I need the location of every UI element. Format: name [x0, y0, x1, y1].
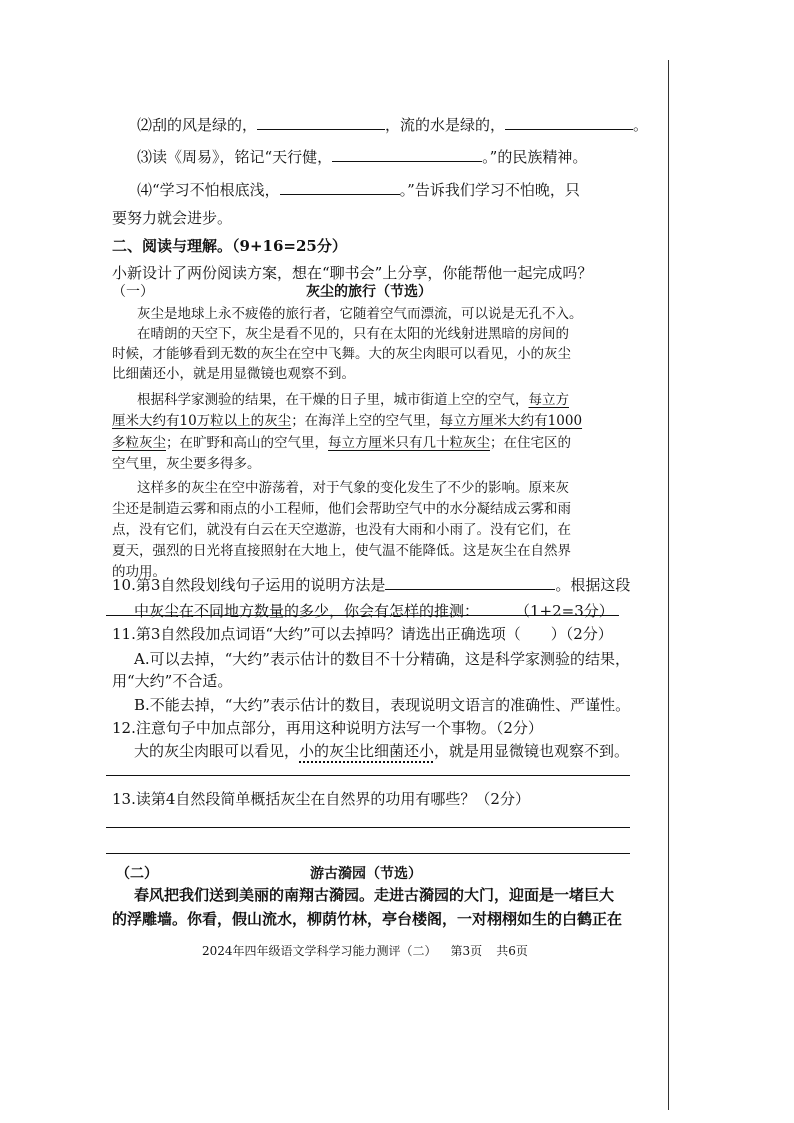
- question-score: （1+2=3分）: [515, 602, 614, 620]
- answer-line[interactable]: [106, 615, 506, 616]
- underlined-sentence: 每立方厘米只有几十粒灰尘: [328, 435, 490, 451]
- passage-title: 灰尘的旅行（节选）: [306, 284, 432, 300]
- fill-item-4: [137, 179, 580, 200]
- passage-line: 尘还是制造云雾和雨点的小工程师，他们会帮助空气中的水分凝结成云雾和雨: [112, 501, 571, 517]
- option-a-cont: 用“大约”不合适。: [112, 672, 233, 690]
- passage-line: 春风把我们送到美丽的南翔古漪园。走进古漪园的大门，迎面是一堵巨大: [134, 886, 615, 904]
- answer-line[interactable]: [106, 853, 630, 854]
- fill-4-text-b: 。”告诉我们学习不怕晚，只: [399, 181, 580, 199]
- footer-title: 2024年四年级语文学科学习能力测评（二）: [202, 944, 437, 958]
- passage-text: ；在住宅区的: [490, 435, 571, 451]
- underlined-sentence: 厘米大约有10万粒以上的灰尘: [112, 413, 292, 429]
- fill-3-text-b: 。”的民族精神。: [482, 148, 588, 166]
- fill-3-text-a: ⑶读《周易》，铭记“天行健，: [137, 148, 333, 166]
- example-text: ，就是用显微镜也观察不到。: [434, 742, 630, 760]
- answer-line[interactable]: [106, 827, 630, 828]
- passage-line: 在晴朗的天空下，灰尘是看不见的，只有在太阳的光线射进黑暗的房间的: [137, 326, 569, 342]
- passage-line: 时候，才能够看到无数的灰尘在空中飞舞。大的灰尘肉眼可以看见，小的灰尘: [112, 346, 571, 362]
- example-sentence: [134, 740, 629, 761]
- fill-2-text-c: 。: [633, 116, 649, 134]
- passage-number: （二）: [116, 866, 158, 882]
- fill-item-3: [137, 146, 587, 167]
- passage-text: ；在海洋上空的空气里，: [291, 413, 440, 429]
- fill-item-2: [137, 114, 648, 135]
- answer-blank[interactable]: [280, 180, 400, 195]
- underlined-sentence: 每立方: [528, 392, 569, 408]
- passage-text: ；在旷野和高山的空气里，: [166, 435, 328, 451]
- example-text: 大的灰尘肉眼可以看见，: [134, 742, 300, 760]
- answer-blank[interactable]: [385, 575, 555, 590]
- passage-line: 灰尘是地球上永不疲倦的旅行者，它随着空气而漂流，可以说是无孔不入。: [137, 306, 583, 322]
- answer-blank[interactable]: [505, 115, 633, 130]
- passage-number: （一）: [112, 284, 154, 300]
- question-11: 11.第3自然段加点词语“大约”可以去掉吗？请选出正确选项（ ）（2分）: [112, 625, 613, 643]
- underlined-sentence: 每立方厘米大约有1000: [439, 413, 583, 429]
- option-a[interactable]: A.可以去掉，“大约”表示估计的数目不十分精确，这是科学家测验的结果，: [134, 650, 630, 668]
- fill-2-text-b: ，流的水是绿的，: [385, 116, 506, 134]
- section-intro: 小新设计了两份阅读方案，想在“聊书会”上分享，你能帮他一起完成吗？: [112, 264, 593, 282]
- answer-blank[interactable]: [257, 115, 385, 130]
- fill-4-text-a: ⑷“学习不怕根底浅，: [137, 181, 280, 199]
- page-fold-line: [668, 60, 669, 1110]
- passage-line: 点，没有它们，就没有白云在天空遨游，也没有大雨和小雨了。没有它们，在: [112, 522, 571, 538]
- passage-line: 的浮雕墙。你看，假山流水，柳荫竹林，亭台楼阁，一对栩栩如生的白鹤正在: [112, 910, 623, 928]
- page-number: 第3页: [450, 944, 483, 958]
- question-text: 中灰尘在不同地方数量的多少，你会有怎样的推测：: [134, 602, 480, 620]
- passage-line: 比细菌还小，就是用显微镜也观察不到。: [112, 366, 355, 382]
- passage-text: 根据科学家测验的结果，在干燥的日子里，城市街道上空的空气，: [137, 392, 529, 408]
- underlined-sentence: 多粒灰尘: [112, 435, 166, 451]
- page-total: 共6页: [496, 944, 528, 958]
- passage-line: [112, 409, 582, 429]
- answer-line[interactable]: [106, 775, 630, 776]
- passage-line: [112, 431, 571, 451]
- passage-line: 空气里，灰尘要多得多。: [112, 456, 261, 472]
- question-text: 。根据这段: [555, 576, 631, 594]
- question-text: 10.第3自然段划线句子运用的说明方法是: [112, 576, 386, 594]
- passage-title: 游古漪园（节选）: [310, 866, 422, 882]
- passage-line: [137, 388, 569, 408]
- passage-line: 夏天，强烈的日光将直接照射在大地上，使气温不能降低。这是灰尘在自然界: [112, 543, 571, 559]
- passage-line: 这样多的灰尘在空中游荡着，对于气象的变化发生了不少的影响。原来灰: [137, 480, 569, 496]
- fill-item-4-cont: 要努力就会进步。: [112, 209, 233, 227]
- dotted-phrase: 小的灰尘比细菌还小: [299, 742, 435, 760]
- option-b[interactable]: B.不能去掉，“大约”表示估计的数目，表现说明文语言的准确性、严谨性。: [134, 696, 631, 714]
- passage-line: 的功用。: [112, 564, 166, 580]
- fill-2-text-a: ⑵刮的风是绿的，: [137, 116, 258, 134]
- question-12: 12.注意句子中加点部分，再用这种说明方法写一个事物。（2分）: [112, 719, 543, 737]
- footer: [202, 942, 528, 959]
- question-13: 13.读第4自然段简单概括灰尘在自然界的功用有哪些？（2分）: [112, 790, 530, 808]
- question-10: [112, 574, 630, 595]
- section-heading: 二、阅读与理解。（9+16=25分）: [112, 237, 347, 255]
- answer-blank[interactable]: [332, 147, 482, 162]
